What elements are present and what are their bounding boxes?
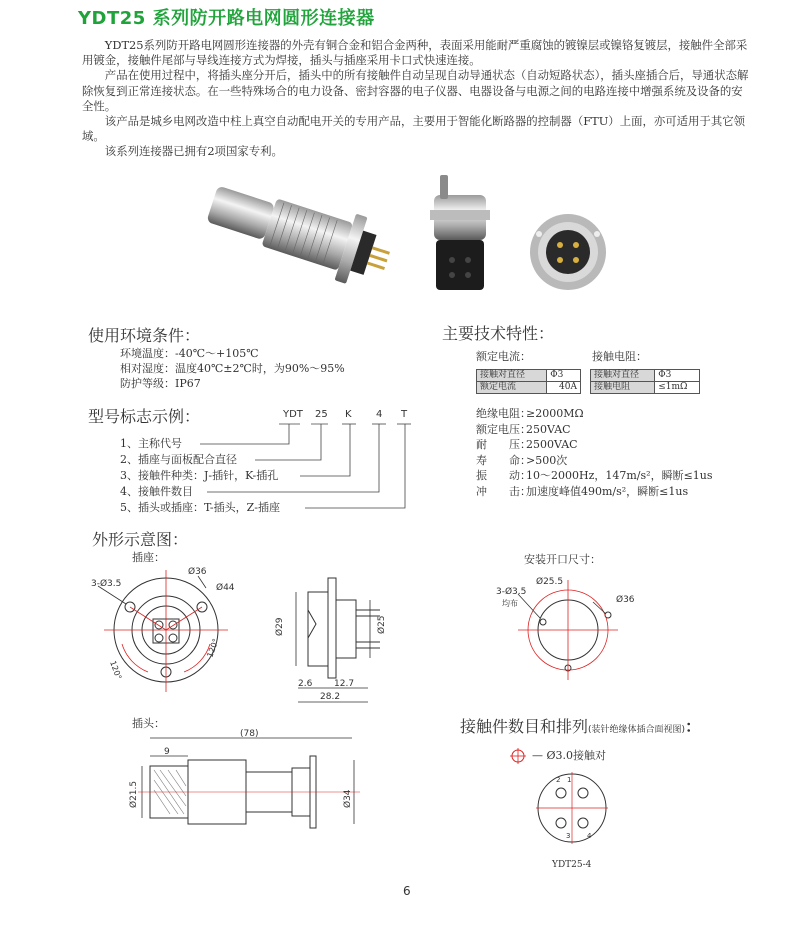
dim-label: Ø36 xyxy=(188,567,207,577)
spec-key: 绝缘电阻： xyxy=(476,407,531,420)
page-number: 6 xyxy=(403,884,411,898)
spec-value: 2500VAC xyxy=(526,438,578,451)
dim-label: (78) xyxy=(240,729,259,739)
dim-label: 均布 xyxy=(502,599,518,608)
socket-side-drawing xyxy=(268,570,398,710)
dim-label: 9 xyxy=(164,747,170,757)
contact-number: 3 xyxy=(566,832,571,840)
model-item: 1、主称代号 xyxy=(120,437,182,450)
model-list xyxy=(120,436,280,516)
spec-key: 寿 命： xyxy=(476,453,531,467)
contacts-heading-row xyxy=(460,714,701,737)
env-item: 防护等级：IP67 xyxy=(120,377,201,390)
table-cell: Φ3 xyxy=(655,370,700,382)
spec-value: ≥2000MΩ xyxy=(526,407,584,420)
plug-label: 插头： xyxy=(132,717,165,730)
dim-label: Ø25 xyxy=(377,615,387,634)
dim-label: 3-Ø3.5 xyxy=(91,579,122,589)
contact-layout-drawing xyxy=(532,768,612,848)
table-cell: 接触对直径 xyxy=(477,370,547,382)
dim-label: 3-Ø3.5 xyxy=(496,587,527,597)
dim-label: Ø29 xyxy=(275,617,285,636)
dim-label: Ø36 xyxy=(616,595,635,605)
table-cell: 接触对直径 xyxy=(591,370,655,382)
current-label: 额定电流： xyxy=(476,350,531,363)
table-cell: Φ3 xyxy=(547,370,581,382)
panel-cutout-drawing xyxy=(488,570,648,690)
contact-legend: — Ø3.0接触对 xyxy=(532,749,607,762)
contacts-colon: ： xyxy=(685,717,702,736)
contact-legend-icon xyxy=(508,746,528,766)
contact-number: 1 xyxy=(567,776,572,784)
model-code-5: T xyxy=(401,409,408,420)
intro-paragraph: YDT25系列防开路电网圆形连接器的外壳有铜合金和铝合金两种，表面采用能耐严重腐蚀的镀镍层或镍铬复镀层，接触件全部采用镀金，接触件尾部与导线连接方式为焊接，插头与插座采用卡口式快速连接。 xyxy=(82,38,748,68)
table-cell: 接触电阻 xyxy=(591,382,655,394)
spec-value: 10～2000Hz，147m/s²，瞬断≤1us xyxy=(526,469,713,482)
contact-number: 4 xyxy=(587,832,592,840)
dim-label: Ø25.5 xyxy=(536,577,564,587)
dim-label: 12.7 xyxy=(334,679,355,689)
model-item: 3、接触件种类：J-插针，K-插孔 xyxy=(120,469,279,482)
tech-heading: 主要技术特性： xyxy=(442,324,555,343)
intro-paragraph: 该产品是城乡电网改造中柱上真空自动配电开关的专用产品，主要用于智能化断路器的控制器（FTU）上面，亦可适用于其它领域。 xyxy=(82,114,745,144)
socket-label: 插座： xyxy=(132,551,165,564)
contacts-note: (装针绝缘体插合面视图) xyxy=(588,725,686,735)
contact-number: 2 xyxy=(556,776,561,784)
dim-label: Ø21.5 xyxy=(129,780,139,808)
env-item: 相对湿度：温度40℃±2℃时，为90%～95% xyxy=(120,362,345,375)
dim-label: 28.2 xyxy=(320,692,341,702)
dim-label: Ø34 xyxy=(343,789,353,808)
model-heading: 型号标志示例： xyxy=(88,407,201,426)
resistance-label: 接触电阻： xyxy=(592,350,647,363)
model-code-4: 4 xyxy=(376,409,383,420)
env-item: 环境温度：-40℃～+105℃ xyxy=(120,347,259,360)
contact-model: YDT25-4 xyxy=(552,860,592,870)
contacts-heading: 接触件数目和排列 xyxy=(460,717,589,736)
spec-value: 加速度峰值490m/s²，瞬断≤1us xyxy=(526,484,689,498)
spec-key: 耐 压： xyxy=(476,438,531,451)
table-cell: 40A xyxy=(547,382,581,394)
model-code-3: K xyxy=(345,409,352,420)
model-item: 5、插头或插座：T-插头，Z-插座 xyxy=(120,501,280,514)
dim-label: 2.6 xyxy=(298,679,313,689)
model-code-2: 25 xyxy=(315,409,328,420)
intro-paragraph: 该系列连接器已拥有2项国家专利。 xyxy=(104,144,283,159)
table-cell: ≤1mΩ xyxy=(655,382,700,394)
model-item: 2、插座与面板配合直径 xyxy=(120,453,237,466)
spec-key: 额定电压： xyxy=(476,422,531,436)
dim-label: 120° xyxy=(205,637,221,659)
spec-value: 250VAC xyxy=(526,422,571,436)
panel-label: 安装开口尺寸： xyxy=(524,553,601,566)
table-cell: 额定电流 xyxy=(477,382,547,394)
outline-heading: 外形示意图： xyxy=(92,530,189,549)
dim-label: 120° xyxy=(108,659,124,681)
environment-heading: 使用环境条件： xyxy=(88,326,201,345)
dim-label: Ø44 xyxy=(216,583,235,593)
intro-paragraph: 产品在使用过程中，将插头座分开后，插头中的所有接触件自动呈现自动导通状态（自动短路状态），插头座插合后，导通状态解除恢复到正常连接状态。在一些特殊场合的电力设备、密封容器的电子仪器、电器设备与电源之间的电路连接中增强系统及设备的安全性。 xyxy=(82,68,749,113)
model-item: 4、接触件数目 xyxy=(120,485,193,498)
spec-value: >500次 xyxy=(526,453,568,467)
plug-side-drawing xyxy=(128,726,368,861)
page-title: YDT25 系列防开路电网圆形连接器 xyxy=(78,8,375,29)
model-code-1: YDT xyxy=(283,409,303,420)
spec-key: 冲 击： xyxy=(476,484,531,498)
spec-key: 振 动： xyxy=(476,469,531,482)
socket-front-drawing xyxy=(88,562,258,702)
